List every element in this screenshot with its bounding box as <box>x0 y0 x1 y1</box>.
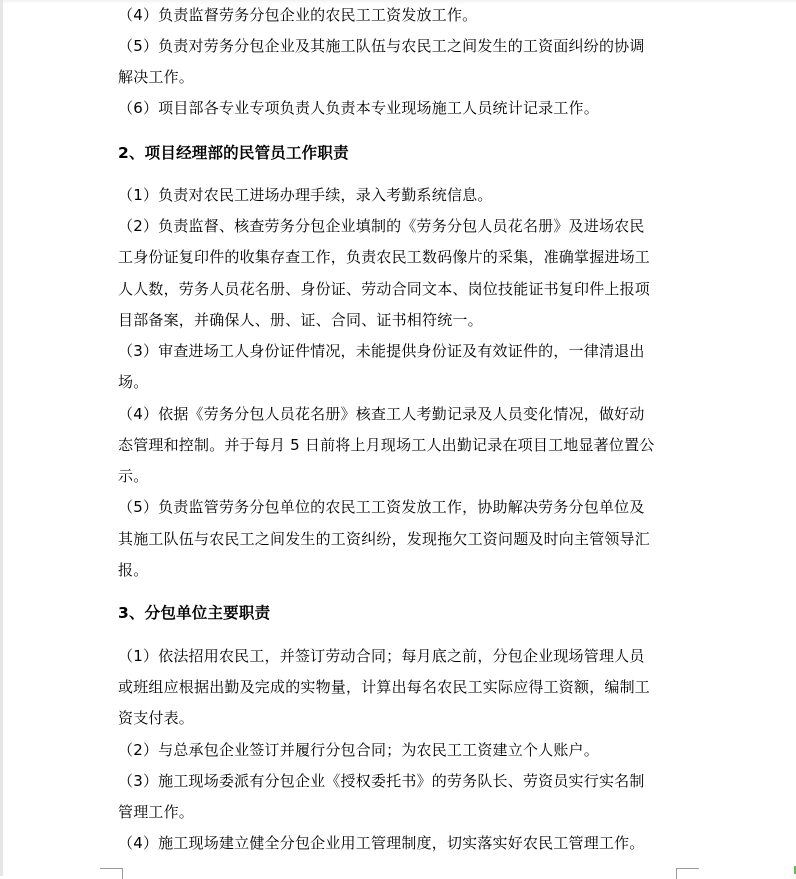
page-margin-corner-mark-left <box>100 868 123 879</box>
paragraph-line: （4）施工现场建立健全分包企业用工管理制度，切实落实好农民工管理工作。 <box>118 834 645 852</box>
section-heading: 3、分包单位主要职责 <box>118 604 271 622</box>
paragraph-line: 场。 <box>118 373 149 391</box>
paragraph-line: 资支付表。 <box>118 709 195 727</box>
paragraph-line: （4）依据《劳务分包人员花名册》核查工人考勤记录及人员变化情况，做好动 <box>118 405 645 423</box>
paragraph-line: 目部备案，并确保人、册、证、合同、证书相符统一。 <box>118 311 483 329</box>
paragraph-line: 人人数，劳务人员花名册、身份证、劳动合同文本、岗位技能证书复印件上报项 <box>118 280 651 298</box>
page-top-shade <box>0 0 796 4</box>
paragraph-line: 工身份证复印件的收集存查工作，负责农民工数码像片的采集，准确掌握进场工 <box>118 248 651 266</box>
page-margin-corner-mark-right <box>676 868 699 879</box>
paragraph-line: （2）负责监督、核查劳务分包企业填制的《劳务分包人员花名册》及进场农民 <box>118 217 645 235</box>
paragraph-line: （6）项目部各专业专项负责人负责本专业现场施工人员统计记录工作。 <box>118 99 599 117</box>
paragraph-line: （3）审查进场工人身份证件情况，未能提供身份证及有效证件的，一律清退出 <box>118 342 645 360</box>
paragraph-line: （2）与总承包企业签订并履行分包合同；为农民工工资建立个人账户。 <box>118 741 599 759</box>
paragraph-line: 报。 <box>118 561 149 579</box>
viewport-left-border <box>0 0 3 876</box>
paragraph-line: 解决工作。 <box>118 68 195 86</box>
paragraph-line: （5）负责监管劳务分包单位的农民工工资发放工作，协助解决劳务分包单位及 <box>118 498 645 516</box>
paragraph-line: （1）负责对农民工进场办理手续，录入考勤系统信息。 <box>118 186 493 204</box>
paragraph-line: 态管理和控制。并于每月 5 日前将上月现场工人出勤记录在项目工地显著位置公 <box>118 436 655 454</box>
paragraph-line: 管理工作。 <box>118 803 195 821</box>
paragraph-line: 示。 <box>118 467 149 485</box>
paragraph-line: （5）负责对劳务分包企业及其施工队伍与农民工之间发生的工资面纠纷的协调 <box>118 37 645 55</box>
paragraph-line: 其施工队伍与农民工之间发生的工资纠纷，发现拖欠工资问题及时向主管领导汇 <box>118 530 651 548</box>
paragraph-line: 或班组应根据出勤及完成的实物量，计算出每名农民工实际应得工资额，编制工 <box>118 678 651 696</box>
paragraph-line: （4）负责监督劳务分包企业的农民工工资发放工作。 <box>118 6 478 24</box>
paragraph-line: （1）依法招用农民工，并签订劳动合同；每月底之前，分包企业现场管理人员 <box>118 647 645 665</box>
paragraph-line: （3）施工现场委派有分包企业《授权委托书》的劳务队长、劳资员实行实名制 <box>118 772 645 790</box>
section-heading: 2、项目经理部的民管员工作职责 <box>118 144 349 162</box>
